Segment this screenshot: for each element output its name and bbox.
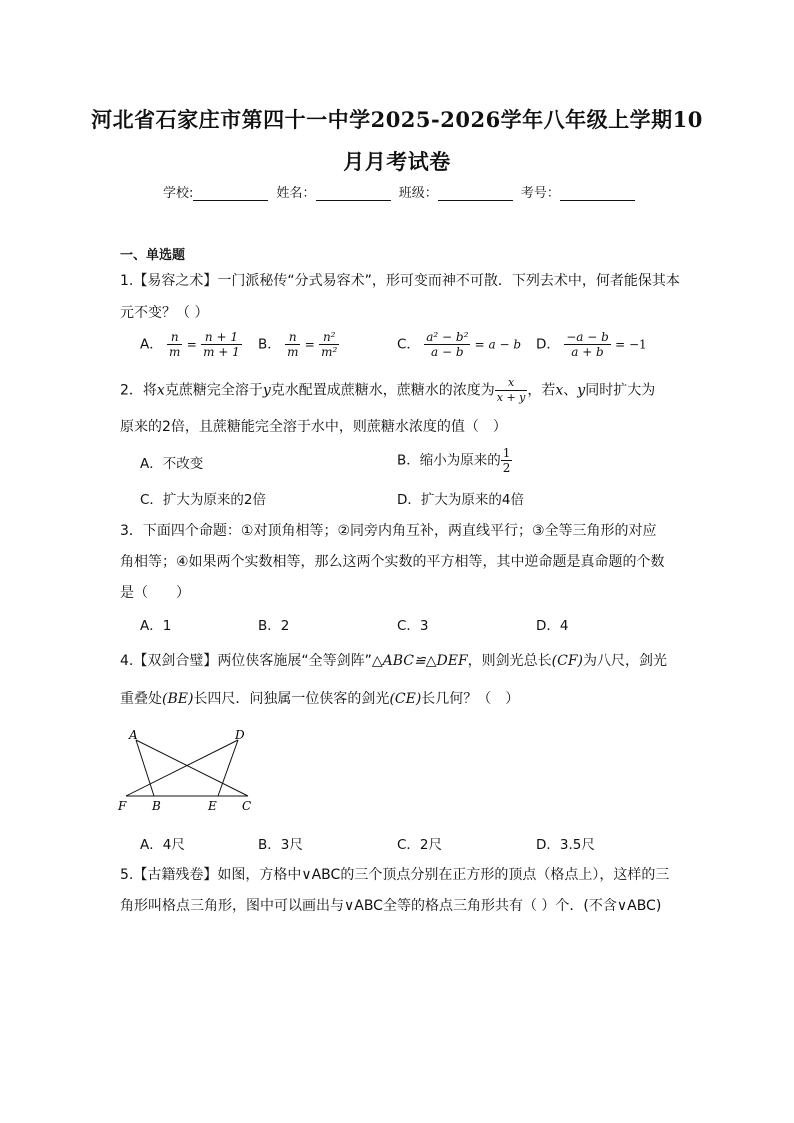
q4-figure xyxy=(112,724,262,816)
q1-a-frac2: $\frac{n + 1}{m + 1}$ xyxy=(203,330,240,359)
q1-option-b-label: B． xyxy=(258,336,281,353)
school-label: 学校: xyxy=(163,186,194,201)
q4-option-a[interactable]: A．4尺 xyxy=(140,837,185,853)
q4-option-b[interactable]: B．3尺 xyxy=(258,837,303,853)
q1-a-eq: = xyxy=(186,337,197,352)
q5-line2: 角形叫格点三角形，图中可以画出与∨ABC全等的格点三角形共有（ ）个．(不含∨ABC) xyxy=(120,898,662,914)
q1-option-d[interactable] xyxy=(536,330,647,359)
q4-label-c: C xyxy=(242,799,252,813)
q3-line3: 是（ ） xyxy=(120,585,190,601)
class-field[interactable] xyxy=(438,186,513,201)
q4-option-d[interactable]: D．3.5尺 xyxy=(536,837,595,853)
q4-label-d: D xyxy=(235,728,245,742)
q1-d-frac: $\frac{-a - b}{a + b}$ xyxy=(566,330,609,359)
q1-c-frac: $\frac{\text{a² − b²}}{a - b}$ xyxy=(426,330,469,359)
q1-b-frac1: $\frac{n}{m}$ xyxy=(287,330,299,359)
q3-option-d[interactable]: D．4 xyxy=(536,618,569,634)
q2-line2: 原来的2倍，且蔗糖能完全溶于水中，则蔗糖水浓度的值（ ） xyxy=(120,419,507,435)
q2-concentration-frac: $\frac{x}{x + y}$ xyxy=(496,376,526,404)
q3-option-c[interactable]: C．3 xyxy=(397,618,429,634)
q1-line2: 元不变？（ ） xyxy=(120,305,209,321)
q1-d-rhs: = −1 xyxy=(615,337,647,352)
q4-line2: 重叠处(BE)长四尺．问独属一位侠客的剑光(CE)长几何？（ ） xyxy=(120,691,520,707)
q2-line1: 2．将x克蔗糖完全溶于y克水配置成蔗糖水，蔗糖水的浓度为 $\frac{x}{x + y}$ ，若x、y同时扩大为 xyxy=(120,376,656,404)
q3-line1: 3．下面四个命题：①对顶角相等；②同旁内角互补，两直线平行；③全等三角形的对应 xyxy=(120,523,657,539)
q2-option-c[interactable]: C．扩大为原来的2倍 xyxy=(140,492,267,508)
q4-label-f: F xyxy=(118,799,127,813)
q4-line1: 4.【双剑合璧】两位侠客施展“全等剑阵”△ABC≌△DEF，则剑光总长(CF)为八尺，剑光 xyxy=(120,653,668,669)
page-title-line2: 月月考试卷 xyxy=(343,149,451,174)
q2-option-d[interactable]: D．扩大为原来的4倍 xyxy=(397,492,524,508)
q1-option-a[interactable] xyxy=(140,330,242,359)
q1-option-d-label: D． xyxy=(536,336,560,353)
q5-line1: 5.【古籍残卷】如图，方格中∨ABC的三个顶点分别在正方形的顶点（格点上），这样的三 xyxy=(120,867,670,883)
page-title-line1: 河北省石家庄市第四十一中学2025-2026学年八年级上学期10 xyxy=(91,107,703,132)
q1-option-c-label: C． xyxy=(397,336,420,353)
class-label: 班级： xyxy=(398,186,438,201)
q1-option-b[interactable] xyxy=(258,330,339,359)
q1-b-frac2: $\frac{\text{n²}}{\text{m²}}$ xyxy=(321,330,338,359)
q3-line2: 角相等；④如果两个实数相等，那么这两个实数的平方相等，其中逆命题是真命题的个数 xyxy=(120,554,665,570)
q1-a-frac1: $\frac{n}{m}$ xyxy=(169,330,181,359)
number-label: 考号： xyxy=(520,186,560,201)
q1-b-eq: = xyxy=(304,337,315,352)
q4-line-ac xyxy=(136,740,248,796)
student-info xyxy=(163,182,639,201)
q2-option-b[interactable]: B．缩小为原来的 $\frac{1}{2}$ xyxy=(397,446,511,475)
q2-option-a[interactable]: A．不改变 xyxy=(140,456,204,472)
q3-option-a[interactable]: A．1 xyxy=(140,618,172,634)
q1-option-c[interactable] xyxy=(397,330,521,359)
name-field[interactable] xyxy=(316,186,391,201)
q1-line1: 1.【易容之术】一门派秘传“分式易容术”，形可变而神不可散．下列去术中，何者能保其本 xyxy=(120,273,680,289)
q4-line-ab xyxy=(136,740,154,796)
q4-label-a: A xyxy=(129,728,138,742)
q1-option-a-label: A． xyxy=(140,336,163,353)
q4-option-c[interactable]: C．2尺 xyxy=(397,837,443,853)
q1-c-rhs: = a − b xyxy=(474,337,522,352)
number-field[interactable] xyxy=(560,186,635,201)
q3-option-b[interactable]: B．2 xyxy=(258,618,290,634)
name-label: 姓名： xyxy=(276,186,316,201)
q2-b-frac: $\frac{1}{2}$ xyxy=(502,446,511,475)
q4-label-b: B xyxy=(152,799,161,813)
q4-label-e: E xyxy=(208,799,217,813)
school-field[interactable] xyxy=(193,186,268,201)
section-title: 一、单选题 xyxy=(120,248,186,263)
